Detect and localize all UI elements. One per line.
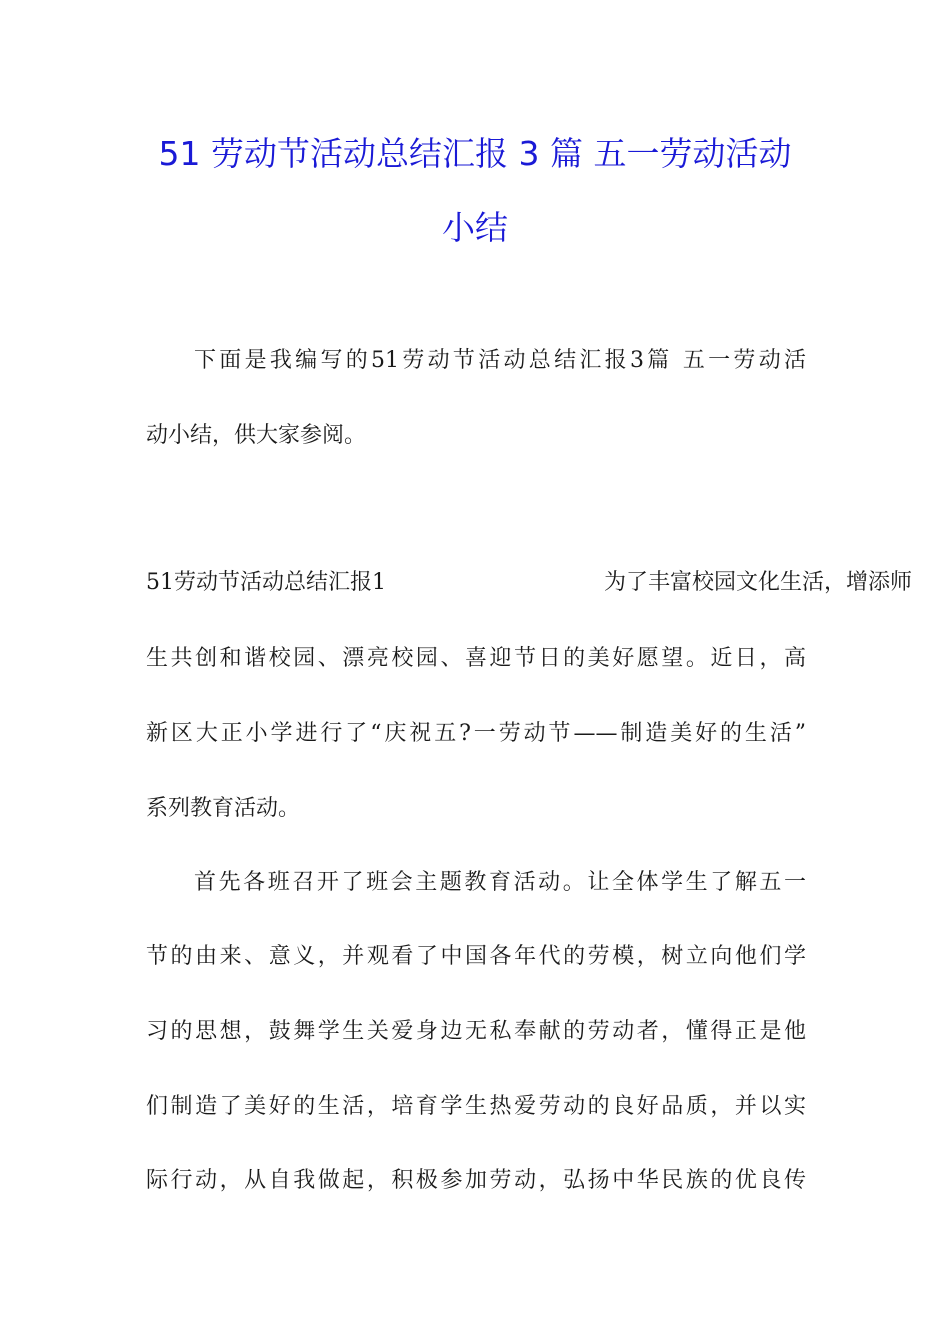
intro-line-2: 动小结，供大家参阅。	[146, 423, 367, 448]
document-title-line-1: 51 劳动节活动总结汇报 3 篇 五一劳动活动	[158, 134, 792, 173]
paragraph-2-line-3: 习的思想，鼓舞学生关爱身边无私奉献的劳动者，懂得正是他	[146, 1019, 806, 1044]
paragraph-2-line-1: 首先各班召开了班会主题教育活动。让全体学生了解五一	[194, 870, 806, 895]
document-title-line-2: 小结	[442, 208, 508, 247]
section-1-heading: 51劳动节活动总结汇报1	[146, 570, 386, 595]
paragraph-2-line-4: 们制造了美好的生活，培育学生热爱劳动的良好品质，并以实	[146, 1094, 806, 1119]
section-1-line-1: 为了丰富校园文化生活，增添师	[604, 570, 913, 595]
section-1-line-3: 新区大正小学进行了“庆祝五?一劳动节——制造美好的生活”	[146, 721, 806, 746]
section-1-line-2: 生共创和谐校园、漂亮校园、喜迎节日的美好愿望。近日，高	[146, 646, 806, 671]
intro-line-1: 下面是我编写的51劳动节活动总结汇报3篇 五一劳动活	[194, 348, 806, 373]
section-1-line-4: 系列教育活动。	[146, 796, 301, 821]
paragraph-2-line-5: 际行动，从自我做起，积极参加劳动，弘扬中华民族的优良传	[146, 1168, 806, 1193]
paragraph-2-line-2: 节的由来、意义，并观看了中国各年代的劳模，树立向他们学	[146, 944, 806, 969]
section-1-first-line	[146, 568, 913, 598]
